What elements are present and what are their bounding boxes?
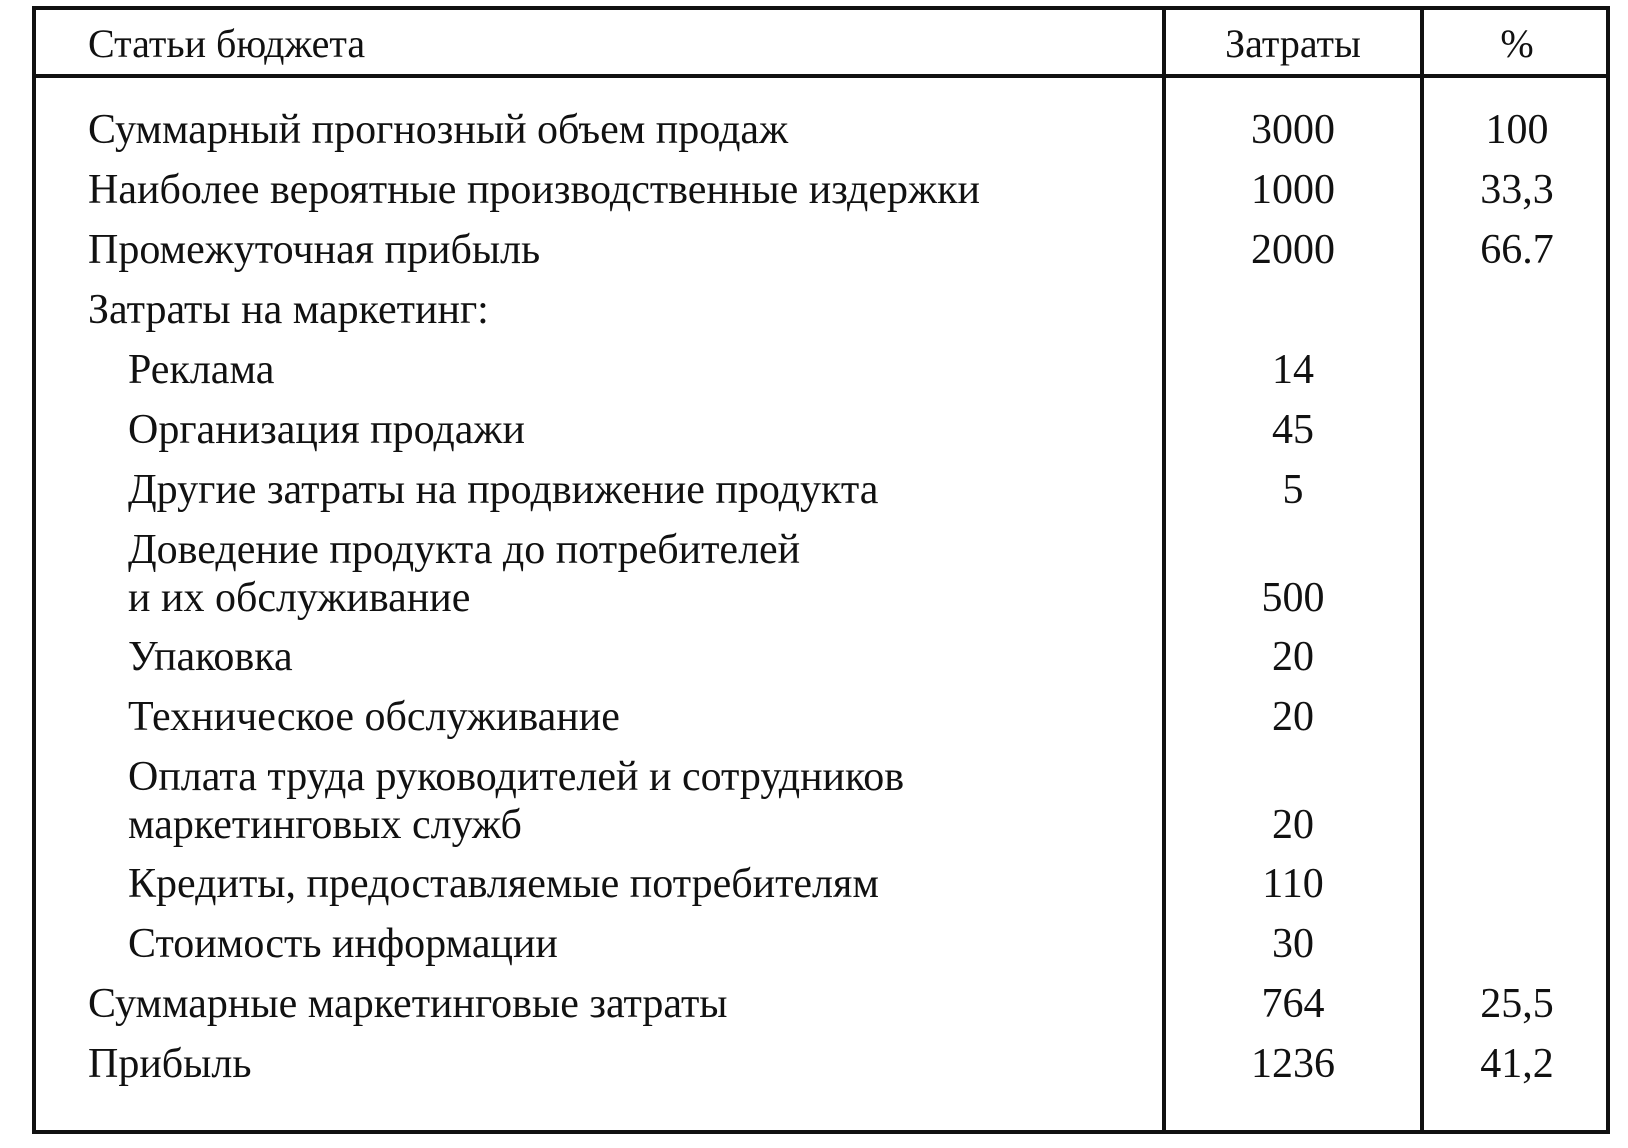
table-row [36,218,1606,278]
row-item-label: Стоимость информации [128,921,558,967]
row-cost-value: 1000 [1251,167,1335,213]
row-percent-value: 66.7 [1480,227,1554,273]
row-cost-value: 20 [1272,802,1314,848]
row-item-label: Организация продажи [128,407,525,453]
table-row [36,852,1606,912]
row-item-label: Другие затраты на продвижение продукта [128,467,879,513]
row-item-label: Суммарные маркетинговые затраты [88,981,728,1027]
row-item-label: Оплата труда руководителей и сотрудников маркетинговых служб [128,754,905,848]
row-item-label: Кредиты, предоставляемые потребителям [128,861,879,907]
row-cost-value: 45 [1272,407,1314,453]
table-row [36,518,1606,625]
row-item-label: Доведение продукта до потребителей и их обслуживание [128,527,801,621]
row-cost-value: 500 [1261,575,1325,621]
row-percent-value: 41,2 [1480,1041,1554,1087]
row-cost-value: 1236 [1251,1041,1335,1087]
table-row [36,458,1606,518]
row-percent-value: 25,5 [1480,981,1554,1027]
table-row [36,338,1606,398]
header-costs: Затраты [1225,21,1361,66]
table-row [36,685,1606,745]
row-cost-value: 3000 [1251,107,1335,153]
row-cost-value: 14 [1272,347,1314,393]
row-item-label: Реклама [128,347,275,393]
row-cost-value: 30 [1272,921,1314,967]
table-row [36,278,1606,338]
table-row [36,745,1606,852]
table-row [36,98,1606,158]
row-item-label: Техническое обслуживание [128,694,620,740]
table-body [36,98,1606,1092]
row-cost-value: 20 [1272,634,1314,680]
row-item-label: Прибыль [88,1041,252,1087]
table-row [36,972,1606,1032]
row-item-label: Суммарный прогнозный объем продаж [88,107,789,153]
row-percent-value: 33,3 [1480,167,1554,213]
row-item-label: Наиболее вероятные производственные издержки [88,167,980,213]
row-cost-value: 2000 [1251,227,1335,273]
header-budget-items: Статьи бюджета [88,21,366,66]
table-row [36,625,1606,685]
table-row [36,912,1606,972]
row-item-label: Упаковка [128,634,293,680]
table-row [36,158,1606,218]
row-cost-value: 110 [1262,861,1324,907]
row-cost-value: 764 [1261,981,1325,1027]
row-cost-value: 20 [1272,694,1314,740]
budget-table [32,6,1610,1134]
row-item-label: Затраты на маркетинг: [88,287,489,333]
table-row [36,1032,1606,1092]
header-percent: % [1500,21,1534,66]
header-rule [36,74,1606,78]
table-row [36,398,1606,458]
row-item-label: Промежуточная прибыль [88,227,541,273]
row-percent-value: 100 [1485,107,1549,153]
row-cost-value: 5 [1282,467,1304,513]
